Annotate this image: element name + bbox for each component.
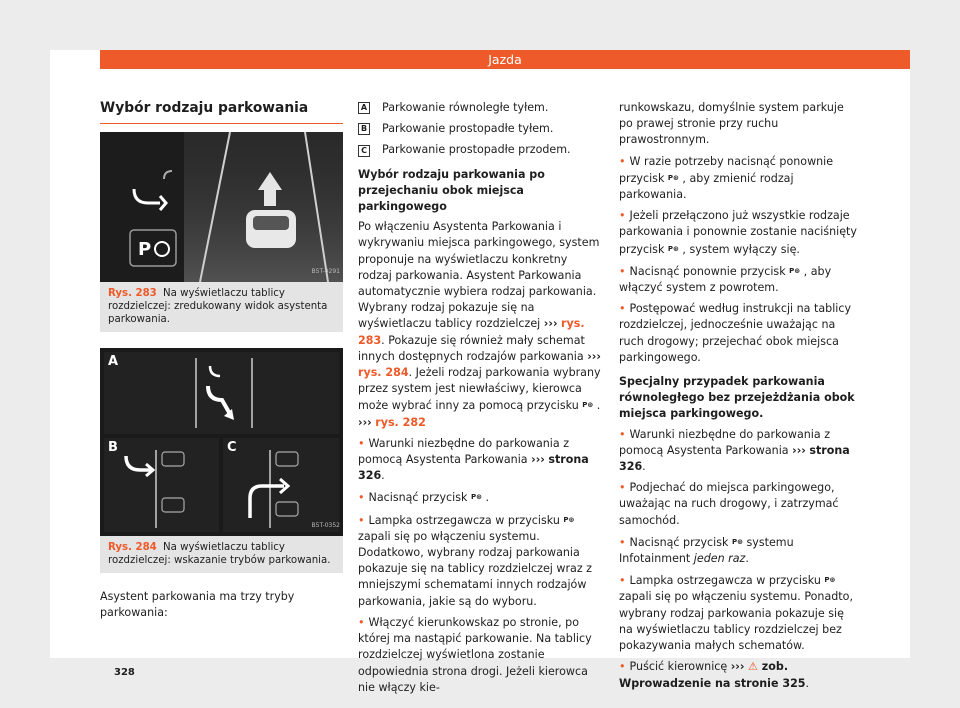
text: . Pokazuje się również mały schemat innych dostępnych rodzajów parkowania	[358, 333, 588, 363]
park-button-icon: P⊛	[824, 576, 836, 585]
text: Nacisnąć przycisk	[368, 491, 471, 505]
bullet-item	[619, 572, 861, 654]
svg-text:P: P	[138, 239, 152, 261]
paragraph	[358, 219, 604, 431]
text: Podjechać do miejsca parkingowego, uważając na ruch drogowy, i zatrzymać samochód.	[619, 481, 839, 527]
mode-text: Parkowanie prostopadłe tyłem.	[382, 122, 554, 136]
figure-284-illustration	[100, 348, 343, 536]
arrow-symbol: ›››	[531, 453, 545, 467]
figure-code: B5T-0352	[311, 522, 340, 529]
figure-283-caption	[100, 282, 343, 332]
bullet-item	[619, 263, 861, 296]
text: systemu Infotainment	[619, 535, 794, 566]
bullet-item	[619, 154, 861, 204]
text: Po włączeniu Asystenta Parkowania i wykrywaniu miejsca parkingowego, system proponuje na wyświetlaczu konkretny rodzaj parkowania. Asystent Parkowania automatycznie wybiera rodzaj parkowania. Wybrany rodzaj pokazuje się na wyświetlaczu tablicy rozdzielczej	[358, 220, 600, 331]
text: .	[642, 460, 646, 474]
column-2	[358, 100, 604, 701]
caption-text: Na wyświetlaczu tablicy rozdzielczej: wskazanie trybów parkowania.	[108, 542, 331, 567]
mode-text: Parkowanie równoległe tyłem.	[382, 101, 549, 114]
text: .	[381, 469, 385, 483]
bullet-icon: •	[619, 574, 626, 588]
figure-code: B5T-0291	[311, 268, 340, 275]
park-button-icon: P⊛	[667, 173, 679, 182]
mode-key-box: C	[358, 145, 370, 157]
column-1	[100, 100, 343, 627]
park-button-icon: P⊛	[470, 493, 482, 502]
bullet-icon: •	[619, 209, 626, 223]
page-number: 328	[114, 667, 135, 678]
arrow-symbol: ›››	[543, 317, 558, 331]
figure-link[interactable]: rys. 283	[358, 317, 585, 347]
bullet-icon: •	[619, 535, 626, 549]
chapter-header: Jazda	[100, 50, 910, 69]
bullet-item	[619, 534, 861, 567]
figure-link[interactable]: rys. 282	[375, 415, 426, 429]
arrow-symbol: ›››	[587, 349, 601, 363]
bullet-item	[619, 427, 861, 476]
bullet-icon: •	[358, 436, 365, 450]
text: .	[593, 399, 601, 413]
page	[50, 50, 910, 694]
park-button-icon: P⊛	[789, 266, 801, 275]
mode-key-box: B	[358, 123, 370, 135]
park-button-icon: P⊛	[731, 537, 743, 546]
warning-icon: ⚠	[747, 660, 758, 674]
bullet-item	[619, 208, 861, 258]
park-button-icon: P⊛	[582, 401, 594, 410]
panel-label-b: B	[108, 440, 118, 456]
bullet-item	[358, 489, 604, 506]
intro-paragraph: Asystent parkowania ma trzy tryby parkowania:	[100, 590, 295, 620]
bullet-icon: •	[358, 491, 365, 505]
mode-item	[358, 121, 604, 137]
bullet-item	[358, 436, 604, 485]
text: zapali się po włączeniu systemu. Dodatkowo, wybrany rodzaj parkowania pokazuje się na tablicy rozdzielczej wraz z mniejszymi schematami innych rodzajów parkowania, jakie są do wyboru.	[358, 529, 593, 608]
bullet-icon: •	[619, 427, 626, 441]
text: , aby zmienić rodzaj parkowania.	[619, 171, 794, 202]
page-link[interactable]: strona 326	[358, 453, 589, 483]
panel-label-c: C	[227, 440, 237, 456]
page-link[interactable]: strona 326	[619, 443, 850, 474]
figure-label: Rys. 283	[108, 288, 157, 300]
bullet-icon: •	[619, 302, 626, 316]
park-button-icon: P⊛	[563, 515, 575, 524]
text: .	[481, 491, 490, 505]
bullet-item	[619, 480, 861, 529]
mode-item	[358, 142, 604, 158]
mode-text: Parkowanie prostopadłe przodem.	[382, 143, 571, 157]
text: , system wyłączy się.	[678, 242, 800, 256]
figure-link[interactable]: rys. 284	[358, 366, 409, 380]
arrow-symbol: ›››	[730, 660, 745, 674]
text: . Jeżeli rodzaj parkowania wybrany przez system jest niewłaściwy, kierowca może wybrać inny za pomocą przycisku	[358, 366, 601, 413]
text: zapali się po włączeniu systemu. Ponadto, wybrany rodzaj parkowania pokazuje się na wyświetlaczu tablicy rozdzielczej bez pokazywania małych schematów.	[619, 590, 853, 653]
text: Jeżeli przełączono już wszystkie rodzaje parkowania i ponownie zostanie naciśnięty przycisk	[619, 209, 857, 256]
text: Postępować według instrukcji na tablicy rozdzielczej, jednocześnie uważając na ruch drogowy; przejechać obok miejsca parkingowego.	[619, 302, 852, 364]
mode-item	[358, 100, 604, 116]
bullet-icon: •	[358, 513, 365, 527]
text: .	[745, 552, 749, 566]
bullet-icon: •	[619, 481, 626, 495]
arrow-symbol: ›››	[358, 415, 372, 429]
panel-label-a: A	[108, 354, 119, 370]
text: .	[805, 676, 810, 690]
bullet-icon: •	[619, 264, 626, 278]
bullet-item	[358, 512, 604, 610]
bullet-item	[358, 615, 604, 696]
bullet-icon: •	[619, 660, 626, 674]
paragraph: runkowskazu, domyślnie system parkuje po prawej stronie przy ruchu prawostronnym.	[619, 101, 844, 147]
text: Lampka ostrzegawcza w przycisku	[368, 513, 564, 527]
text: Włączyć kierunkowskaz po stronie, po której ma nastąpić parkowanie. Na tablicy rozdzielczej wyświetlona zostanie odpowiednia strona drogi. Jeżeli kierowca nie włączy kie-	[358, 615, 592, 694]
bullet-item	[619, 659, 861, 691]
figure-284	[100, 348, 343, 536]
bullet-icon: •	[619, 154, 626, 168]
bullet-icon: •	[358, 615, 365, 629]
park-button-icon: P⊛	[667, 244, 679, 253]
figure-label: Rys. 284	[108, 542, 157, 554]
text: Nacisnąć ponownie przycisk	[629, 264, 790, 278]
text: Lampka ostrzegawcza w przycisku	[629, 574, 825, 588]
caption-text: Na wyświetlaczu tablicy rozdzielczej: zredukowany widok asystenta parkowania.	[108, 288, 328, 326]
bullet-item	[619, 301, 861, 366]
text: Nacisnąć przycisk	[629, 535, 732, 549]
text: Warunki niezbędne do parkowania z pomocą Asystenta Parkowania	[358, 436, 570, 467]
arrow-symbol: ›››	[792, 443, 806, 457]
figure-283-illustration	[100, 132, 343, 282]
text: Warunki niezbędne do parkowania z pomocą Asystenta Parkowania	[619, 427, 831, 457]
mode-key-box: A	[358, 102, 370, 114]
figure-283	[100, 132, 343, 282]
subheading: Wybór rodzaju parkowania po przejechaniu obok miejsca parkingowego	[358, 167, 545, 214]
text: W razie potrzeby nacisnąć ponownie przycisk	[619, 154, 834, 185]
section-title: Wybór rodzaju parkowania	[100, 100, 343, 124]
column-3	[619, 100, 861, 697]
text: Puścić kierownicę	[629, 660, 731, 674]
page-link[interactable]: zob. Wprowadzenie na stronie 325	[619, 660, 806, 690]
text: , aby włączyć system z powrotem.	[619, 264, 832, 295]
emphasis-text: jeden raz	[693, 552, 746, 566]
subheading: Specjalny przypadek parkowania równoległego bez przejeżdżania obok miejsca parkingowego.	[619, 375, 855, 421]
figure-284-caption	[100, 536, 343, 573]
